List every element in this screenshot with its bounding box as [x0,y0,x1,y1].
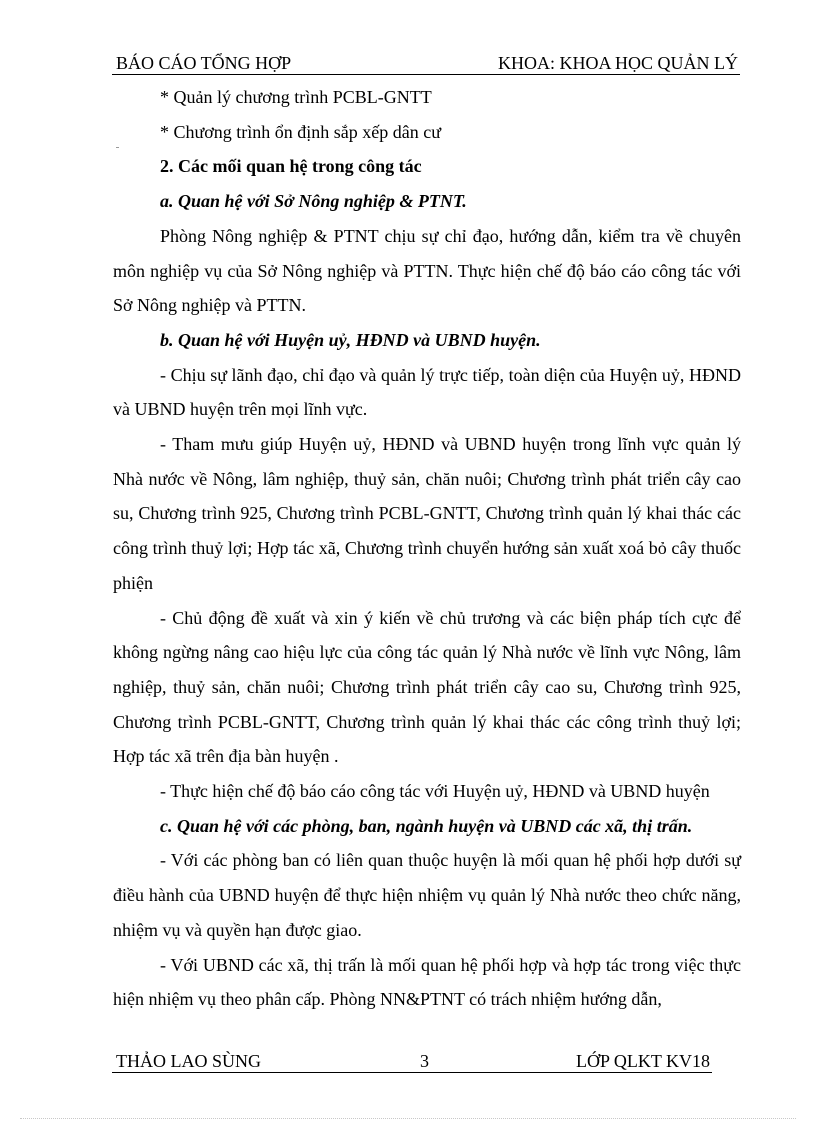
page-header [112,52,740,75]
paragraph-a: Phòng Nông nghiệp & PTNT chịu sự chỉ đạo, hướng dẫn, kiểm tra về chuyên môn nghiệp vụ của Sở Nông nghiệp và PTTN. Thực hiện chế độ báo cáo công tác với Sở Nông nghiệp và PTTN. [113,225,741,316]
header-report-title: BÁO CÁO TỔNG HỢP [116,53,292,73]
header-faculty: KHOA: KHOA HỌC QUẢN LÝ [498,53,738,73]
page-footer [112,1050,712,1073]
footer-class: LỚP QLKT KV18 [576,1051,710,1071]
section-heading-relations: 2. Các mối quan hệ trong công tác [160,156,422,177]
footer-author: THẢO LAO SÙNG [116,1051,261,1071]
paragraph-b2: - Tham mưu giúp Huyện uỷ, HĐND và UBND huyện trong lĩnh vực quản lý Nhà nước về Nông, lâm nghiệp, thuỷ sản, chăn nuôi; Chương trình phát triển cây cao su, Chương trình 925, Chương trình PCBL-GNTT, Chương trình quản lý khai thác các công trình thuỷ lợi; Hợp tác xã, Chương trình chuyển hướng sản xuất xoá bỏ cây thuốc phiện [113,434,741,593]
subheading-c: c. Quan hệ với các phòng, ban, ngành huyện và UBND các xã, thị trấn. [160,815,693,836]
paragraph-b3: - Chủ động đề xuất và xin ý kiến về chủ trương và các biện pháp tích cực để không ngừng nâng cao hiệu lực của công tác quản lý Nhà nước về lĩnh vực Nông, lâm nghiệp, thuỷ sản, chăn nuôi; Chương trình phát triển cây cao su, Chương trình 925, Chương trình PCBL-GNTT, Chương trình quản lý khai thác các công trình thuỷ lợi; Hợp tác xã trên địa bàn huyện . [113,607,741,767]
bullet-pcbl: * Quản lý chương trình PCBL-GNTT [160,87,432,107]
page-number: 3 [420,1051,429,1071]
page-bottom-edge [20,1118,796,1119]
subheading-a: a. Quan hệ với Sở Nông nghiệp & PTNT. [160,191,467,212]
subheading-b: b. Quan hệ với Huyện uỷ, HĐND và UBND huyện. [160,329,541,350]
paragraph-b4: - Thực hiện chế độ báo cáo công tác với Huyện uỷ, HĐND và UBND huyện [160,781,710,802]
paragraph-c1: - Với các phòng ban có liên quan thuộc huyện là mối quan hệ phối hợp dưới sự điều hành của UBND huyện để thực hiện nhiệm vụ quản lý Nhà nước theo chức năng, nhiệm vụ và quyền hạn được giao. [113,850,741,940]
document-body [113,80,741,1017]
paragraph-b1: - Chịu sự lãnh đạo, chỉ đạo và quản lý trực tiếp, toàn diện của Huyện uỷ, HĐND và UBND huyện trên mọi lĩnh vực. [113,364,741,420]
bullet-resettlement: * Chương trình ổn định sắp xếp dân cư [160,121,441,142]
paragraph-c2: - Với UBND các xã, thị trấn là mối quan hệ phối hợp và hợp tác trong việc thực hiện nhiệm vụ theo phân cấp. Phòng NN&PTNT có trách nhiệm hướng dẫn, [113,954,741,1010]
